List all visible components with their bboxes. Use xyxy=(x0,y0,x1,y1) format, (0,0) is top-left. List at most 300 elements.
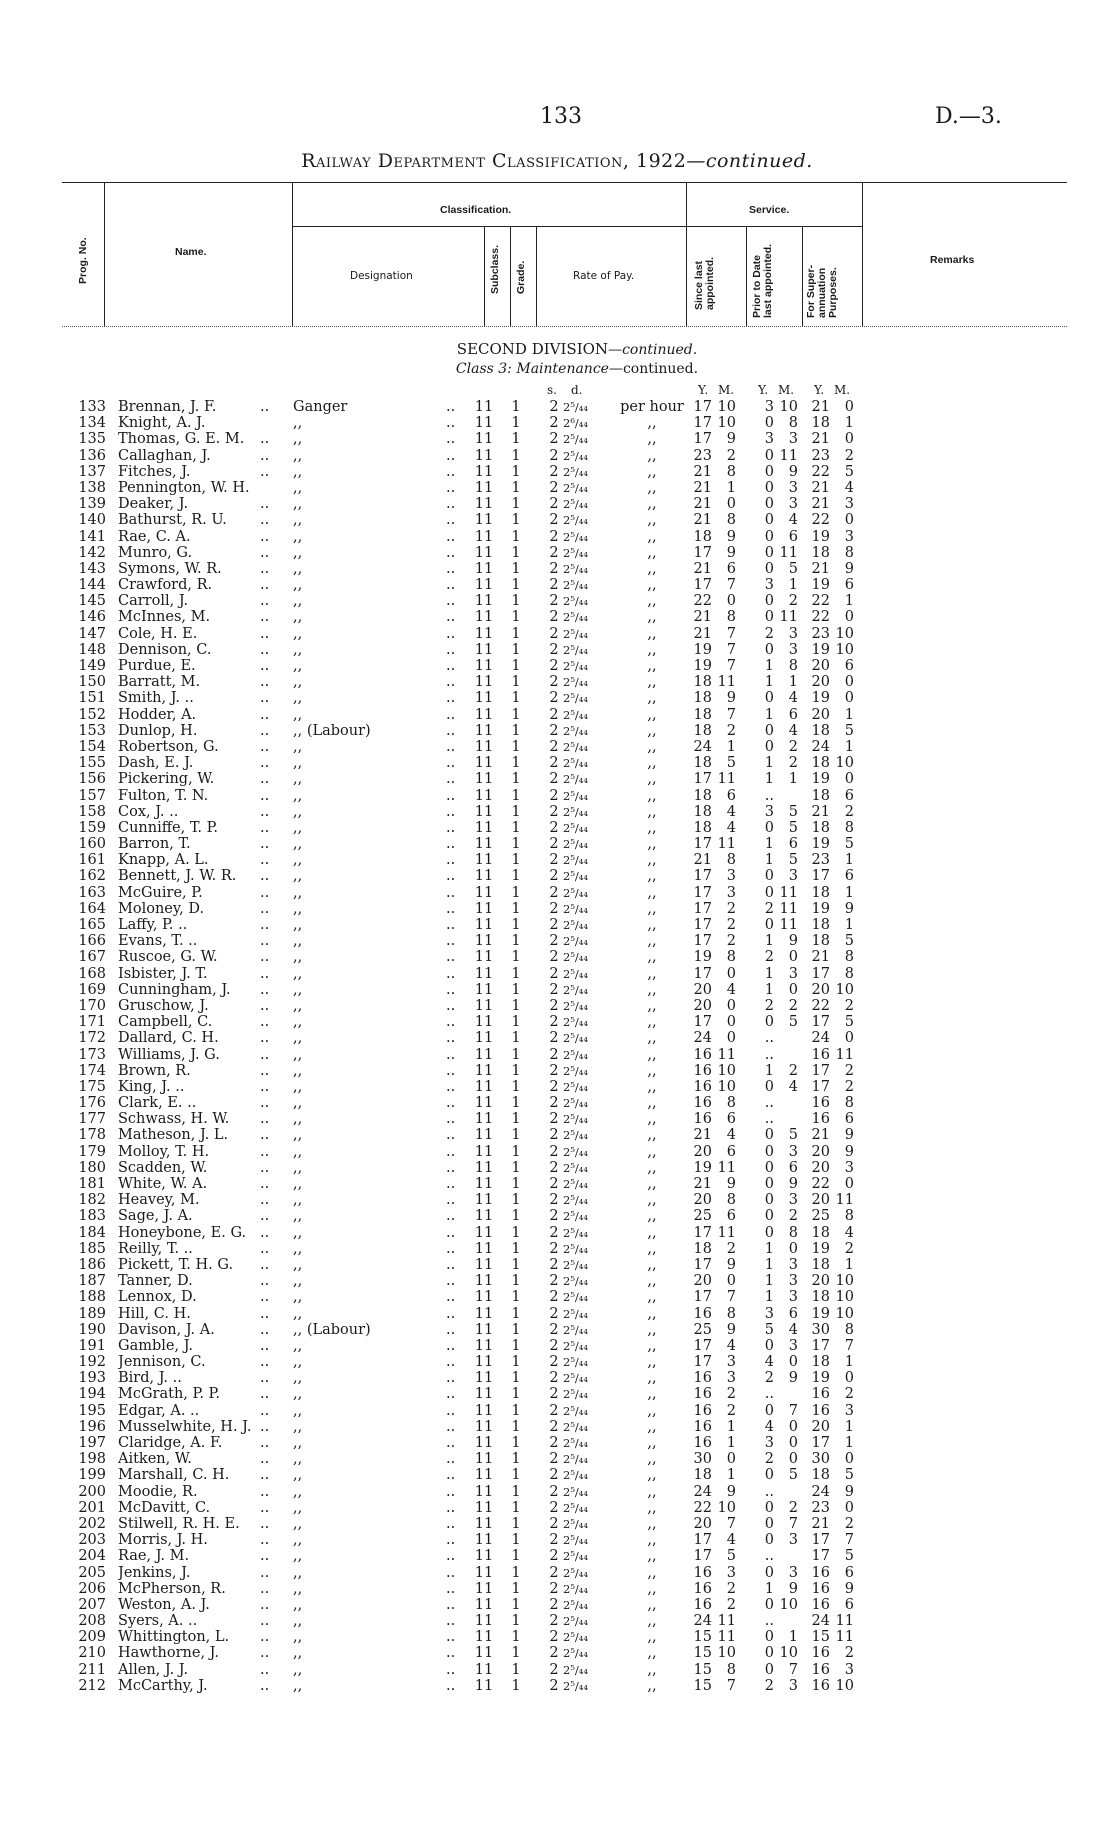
designation: ,, xyxy=(293,771,303,788)
super-months: 2 xyxy=(844,1515,854,1532)
grade: 1 xyxy=(511,1256,521,1273)
prog-no: 197 xyxy=(78,1435,106,1451)
rate-pence: 2⁵/₄₄ xyxy=(563,1144,589,1159)
designation: ,, xyxy=(293,544,303,561)
since-months: 8 xyxy=(726,463,736,480)
designation: ,, xyxy=(293,658,303,674)
prog-no: 137 xyxy=(78,463,106,480)
since-months: 6 xyxy=(726,1111,736,1128)
grade: 1 xyxy=(511,1305,521,1322)
rate-shillings: 2 xyxy=(549,431,559,448)
super-months: 9 xyxy=(844,1127,854,1144)
rate-pence: 2⁵/₄₄ xyxy=(563,1355,589,1370)
rate-unit: ,, xyxy=(647,609,657,626)
prior-months: 0 xyxy=(788,981,798,998)
prior-months: 3 xyxy=(788,625,798,642)
designation: ,, xyxy=(293,593,303,610)
subclass: 11 xyxy=(474,1596,494,1613)
employee-name: Whittington, L. xyxy=(118,1629,230,1646)
since-months: 9 xyxy=(726,1321,736,1338)
prior-years: 1 xyxy=(764,933,774,950)
rate-pence: 2⁵/₄₄ xyxy=(563,1338,589,1353)
designation: ,, xyxy=(293,1515,303,1532)
designation: ,, xyxy=(293,836,303,853)
prior-years: 2 xyxy=(764,625,774,642)
leader-dots: .. xyxy=(260,641,270,658)
prog-no: 177 xyxy=(78,1111,106,1128)
table-row xyxy=(0,1484,1114,1500)
grade: 1 xyxy=(511,706,521,723)
rate-unit: ,, xyxy=(647,447,657,464)
super-years: 30 xyxy=(811,1451,830,1468)
prog-no: 155 xyxy=(78,755,106,772)
leader-dots: .. xyxy=(446,1613,456,1630)
leader-dots: .. xyxy=(260,1532,270,1549)
prior-years: 0 xyxy=(764,1078,774,1095)
leader-dots: .. xyxy=(260,1402,270,1419)
leader-dots: .. xyxy=(446,512,456,529)
since-months: 1 xyxy=(726,1418,736,1435)
rate-pence: 2⁵/₄₄ xyxy=(563,675,589,690)
prog-no: 152 xyxy=(78,706,106,723)
employee-name: McGuire, P. xyxy=(118,884,203,901)
grade: 1 xyxy=(511,787,521,804)
prior-years: 1 xyxy=(764,965,774,982)
rate-pence: 2⁵/₄₄ xyxy=(563,1177,589,1191)
rate-pence: 2⁵/₄₄ xyxy=(563,626,589,641)
leader-dots: .. xyxy=(260,1370,270,1387)
leader-dots: .. xyxy=(446,1451,456,1468)
rate-unit: ,, xyxy=(647,1645,657,1662)
leader-dots: .. xyxy=(260,1596,270,1613)
prior-years: .. xyxy=(764,1613,774,1630)
subclass: 11 xyxy=(474,1337,494,1354)
employee-name: Molloy, T. H. xyxy=(118,1143,210,1160)
subclass: 11 xyxy=(474,933,494,950)
super-years: 19 xyxy=(811,1305,830,1322)
super-years: 16 xyxy=(811,1677,830,1694)
designation: ,, xyxy=(293,884,303,901)
prog-no: 208 xyxy=(78,1613,106,1630)
subclass: 11 xyxy=(474,658,494,674)
table-row xyxy=(0,1451,1114,1467)
super-months: 11 xyxy=(835,1192,854,1209)
rate-shillings: 2 xyxy=(549,1273,559,1290)
rate-unit: ,, xyxy=(647,949,657,966)
prog-no: 202 xyxy=(78,1515,106,1532)
prior-years: 2 xyxy=(764,1677,774,1694)
prog-no: 205 xyxy=(78,1564,106,1581)
rate-unit: ,, xyxy=(647,415,657,432)
rate-shillings: 2 xyxy=(549,1467,559,1484)
leader-dots: .. xyxy=(446,1208,456,1225)
grade: 1 xyxy=(511,463,521,480)
grade: 1 xyxy=(511,771,521,788)
designation: ,, xyxy=(293,641,303,658)
since-months: 3 xyxy=(726,1370,736,1387)
super-months: 7 xyxy=(844,1337,854,1354)
leader-dots: .. xyxy=(260,593,270,610)
employee-name: Schwass, H. W. xyxy=(118,1111,230,1128)
leader-dots: .. xyxy=(260,819,270,836)
since-months: 10 xyxy=(717,1078,736,1095)
since-years: 22 xyxy=(693,1499,712,1516)
prior-years: 0 xyxy=(764,479,774,496)
rate-pence: 2⁵/₄₄ xyxy=(563,1031,589,1046)
employee-name: Williams, J. G. xyxy=(118,1046,220,1063)
employee-name: Hill, C. H. xyxy=(118,1305,191,1322)
rate-shillings: 2 xyxy=(549,1143,559,1160)
leader-dots: .. xyxy=(446,1176,456,1192)
leader-dots: .. xyxy=(260,852,270,869)
prog-no: 200 xyxy=(78,1483,106,1500)
rate-shillings: 2 xyxy=(549,1159,559,1176)
leader-dots: .. xyxy=(260,690,270,707)
prior-months: 10 xyxy=(779,1596,798,1613)
since-years: 16 xyxy=(693,1596,712,1613)
leader-dots: .. xyxy=(446,917,456,933)
leader-dots: .. xyxy=(446,868,456,885)
leader-dots: .. xyxy=(446,803,456,820)
subclass: 11 xyxy=(474,1240,494,1257)
rate-shillings: 2 xyxy=(549,560,559,577)
header-rate-of-pay: Rate of Pay. xyxy=(573,270,635,282)
rate-shillings: 2 xyxy=(549,415,559,432)
since-years: 21 xyxy=(693,852,712,869)
super-years: 18 xyxy=(811,917,830,933)
super-months: 6 xyxy=(844,658,854,674)
leader-dots: .. xyxy=(446,415,456,432)
rate-unit: ,, xyxy=(647,1273,657,1290)
grade: 1 xyxy=(511,1176,521,1192)
grade: 1 xyxy=(511,431,521,448)
table-row xyxy=(0,480,1114,496)
prog-no: 147 xyxy=(78,625,106,642)
subclass: 11 xyxy=(474,674,494,691)
employee-name: Morris, J. H. xyxy=(118,1532,208,1549)
designation: ,, xyxy=(293,997,303,1014)
prior-years: 1 xyxy=(764,836,774,853)
designation: Ganger xyxy=(293,399,348,415)
since-years: 17 xyxy=(693,1289,712,1306)
designation: ,, xyxy=(293,1337,303,1354)
rate-unit: ,, xyxy=(647,1548,657,1565)
super-months: 1 xyxy=(844,706,854,723)
employee-name: Carroll, J. xyxy=(118,593,189,610)
prog-no: 161 xyxy=(78,852,106,869)
header-subclass: Subclass. xyxy=(489,244,501,294)
grade: 1 xyxy=(511,1224,521,1241)
designation: ,, xyxy=(293,415,303,432)
prior-months: 0 xyxy=(788,1451,798,1468)
designation: ,, xyxy=(293,1629,303,1646)
employee-name: Symons, W. R. xyxy=(118,560,222,577)
employee-name: Bennett, J. W. R. xyxy=(118,868,237,885)
leader-dots: .. xyxy=(260,884,270,901)
rate-pence: 2⁵/₄₄ xyxy=(563,1128,589,1143)
rate-shillings: 2 xyxy=(549,1337,559,1354)
header-designation: Designation xyxy=(350,270,413,282)
designation: ,, xyxy=(293,674,303,691)
grade: 1 xyxy=(511,1596,521,1613)
super-months: 10 xyxy=(835,755,854,772)
leader-dots: .. xyxy=(446,560,456,577)
unit-years-3: Y. xyxy=(814,383,825,397)
prior-years: .. xyxy=(764,1046,774,1063)
super-years: 20 xyxy=(811,706,830,723)
leader-dots: .. xyxy=(446,1127,456,1144)
prog-no: 183 xyxy=(78,1208,106,1225)
since-years: 18 xyxy=(693,706,712,723)
rate-pence: 2⁵/₄₄ xyxy=(563,432,589,447)
super-months: 0 xyxy=(844,1499,854,1516)
super-months: 0 xyxy=(844,1451,854,1468)
rate-shillings: 2 xyxy=(549,1208,559,1225)
prior-years: 3 xyxy=(764,1305,774,1322)
rate-pence: 2⁵/₄₄ xyxy=(563,594,589,609)
leader-dots: .. xyxy=(446,1435,456,1451)
super-years: 21 xyxy=(811,1127,830,1144)
prog-no: 212 xyxy=(78,1677,106,1694)
header-divider-prior xyxy=(746,226,747,326)
leader-dots: .. xyxy=(446,463,456,480)
grade: 1 xyxy=(511,496,521,513)
table-row xyxy=(0,593,1114,609)
rate-shillings: 2 xyxy=(549,836,559,853)
rate-unit: ,, xyxy=(647,1532,657,1549)
prior-years: 1 xyxy=(764,1273,774,1290)
super-years: 16 xyxy=(811,1111,830,1128)
prior-years: 0 xyxy=(764,868,774,885)
section-title xyxy=(0,340,1114,358)
super-months: 9 xyxy=(844,560,854,577)
rate-shillings: 2 xyxy=(549,609,559,626)
since-years: 18 xyxy=(693,819,712,836)
rate-unit: ,, xyxy=(647,1629,657,1646)
grade: 1 xyxy=(511,1030,521,1047)
prog-no: 204 xyxy=(78,1548,106,1565)
super-years: 18 xyxy=(811,1354,830,1371)
super-months: 2 xyxy=(844,1078,854,1095)
since-years: 25 xyxy=(693,1208,712,1225)
prog-no: 191 xyxy=(78,1337,106,1354)
prior-years: 3 xyxy=(764,803,774,820)
leader-dots: .. xyxy=(446,641,456,658)
since-months: 11 xyxy=(717,1159,736,1176)
since-years: 24 xyxy=(693,1483,712,1500)
since-months: 8 xyxy=(726,852,736,869)
since-years: 23 xyxy=(693,447,712,464)
rate-shillings: 2 xyxy=(549,1580,559,1597)
rate-shillings: 2 xyxy=(549,1564,559,1581)
leader-dots: .. xyxy=(260,965,270,982)
rate-shillings: 2 xyxy=(549,1192,559,1209)
prior-months: 5 xyxy=(788,560,798,577)
table-row xyxy=(0,1338,1114,1354)
rate-pence: 2⁵/₄₄ xyxy=(563,578,589,593)
super-months: 8 xyxy=(844,544,854,561)
prior-months: 7 xyxy=(788,1515,798,1532)
since-years: 17 xyxy=(693,965,712,982)
leader-dots: .. xyxy=(446,981,456,998)
rate-shillings: 2 xyxy=(549,706,559,723)
super-months: 5 xyxy=(844,1014,854,1031)
document-code: D.—3. xyxy=(935,104,1002,129)
rate-unit: ,, xyxy=(647,1143,657,1160)
prior-months: 3 xyxy=(788,479,798,496)
super-years: 19 xyxy=(811,690,830,707)
designation: ,, xyxy=(293,819,303,836)
designation: ,, xyxy=(293,1435,303,1451)
super-months: 8 xyxy=(844,819,854,836)
rate-unit: ,, xyxy=(647,625,657,642)
leader-dots: .. xyxy=(260,512,270,529)
prog-no: 178 xyxy=(78,1127,106,1144)
prior-months: 11 xyxy=(779,884,798,901)
leader-dots: .. xyxy=(446,544,456,561)
rate-unit: ,, xyxy=(647,1613,657,1630)
rate-shillings: 2 xyxy=(549,479,559,496)
prior-years: 0 xyxy=(764,1645,774,1662)
leader-dots: .. xyxy=(446,1014,456,1031)
rate-unit: ,, xyxy=(647,512,657,529)
since-months: 7 xyxy=(726,577,736,594)
grade: 1 xyxy=(511,836,521,853)
since-months: 0 xyxy=(726,1273,736,1290)
designation: ,, xyxy=(293,479,303,496)
rate-shillings: 2 xyxy=(549,1499,559,1516)
prior-months: 2 xyxy=(788,738,798,755)
grade: 1 xyxy=(511,1273,521,1290)
rate-pence: 2⁵/₄₄ xyxy=(563,1403,589,1418)
header-divider-service xyxy=(686,182,687,326)
since-years: 20 xyxy=(693,1143,712,1160)
rate-shillings: 2 xyxy=(549,674,559,691)
rate-unit: ,, xyxy=(647,787,657,804)
leader-dots: .. xyxy=(446,625,456,642)
prior-months: 0 xyxy=(788,1240,798,1257)
super-months: 1 xyxy=(844,1354,854,1371)
subclass: 11 xyxy=(474,1159,494,1176)
prior-months: 11 xyxy=(779,447,798,464)
designation: ,, xyxy=(293,1613,303,1630)
designation: ,, xyxy=(293,690,303,707)
table-row xyxy=(0,1386,1114,1402)
prog-no: 196 xyxy=(78,1418,106,1435)
grade: 1 xyxy=(511,1337,521,1354)
since-years: 16 xyxy=(693,1062,712,1079)
leader-dots: .. xyxy=(260,1289,270,1306)
since-years: 17 xyxy=(693,431,712,448)
leader-dots: .. xyxy=(260,1224,270,1241)
table-row xyxy=(0,512,1114,528)
prior-months: 5 xyxy=(788,803,798,820)
section-division-continued: —continued. xyxy=(608,342,698,358)
header-service: Service. xyxy=(749,204,790,216)
prior-months: 4 xyxy=(788,1321,798,1338)
since-years: 18 xyxy=(693,803,712,820)
prog-no: 181 xyxy=(78,1176,106,1192)
employee-name: Brown, R. xyxy=(118,1062,191,1079)
leader-dots: .. xyxy=(260,1256,270,1273)
table-row xyxy=(0,771,1114,787)
rate-unit: ,, xyxy=(647,836,657,853)
prior-years: 1 xyxy=(764,1580,774,1597)
table-row xyxy=(0,1645,1114,1661)
subclass: 11 xyxy=(474,625,494,642)
designation: ,, xyxy=(293,965,303,982)
rate-shillings: 2 xyxy=(549,1046,559,1063)
leader-dots: .. xyxy=(446,447,456,464)
since-months: 5 xyxy=(726,1548,736,1565)
since-years: 17 xyxy=(693,1337,712,1354)
staff-table-body xyxy=(0,399,1114,1694)
rate-shillings: 2 xyxy=(549,1127,559,1144)
leader-dots: .. xyxy=(446,1159,456,1176)
employee-name: Reilly, T. .. xyxy=(118,1240,193,1257)
rate-unit: ,, xyxy=(647,1192,657,1209)
rate-pence: 2⁵/₄₄ xyxy=(563,820,589,835)
rate-pence: 2⁵/₄₄ xyxy=(563,1387,589,1402)
leader-dots: .. xyxy=(260,981,270,998)
since-months: 9 xyxy=(726,1483,736,1500)
prog-no: 206 xyxy=(78,1580,106,1597)
subclass: 11 xyxy=(474,544,494,561)
rate-unit: ,, xyxy=(647,560,657,577)
rate-unit: ,, xyxy=(647,1402,657,1419)
since-months: 6 xyxy=(726,1143,736,1160)
rate-pence: 2⁵/₄₄ xyxy=(563,934,589,949)
grade: 1 xyxy=(511,1289,521,1306)
leader-dots: .. xyxy=(446,1111,456,1128)
grade: 1 xyxy=(511,1564,521,1581)
prog-no: 210 xyxy=(78,1645,106,1662)
super-months: 6 xyxy=(844,1111,854,1128)
grade: 1 xyxy=(511,884,521,901)
prior-years: .. xyxy=(764,1095,774,1112)
table-row xyxy=(0,1322,1114,1338)
grade: 1 xyxy=(511,1014,521,1031)
rate-unit: ,, xyxy=(647,658,657,674)
prog-no: 146 xyxy=(78,609,106,626)
rate-unit: ,, xyxy=(647,706,657,723)
super-years: 21 xyxy=(811,1515,830,1532)
table-row xyxy=(0,609,1114,625)
designation: ,, xyxy=(293,706,303,723)
rate-pence: 2⁵/₄₄ xyxy=(563,901,589,916)
rate-shillings: 2 xyxy=(549,1111,559,1128)
leader-dots: .. xyxy=(446,1499,456,1516)
class-name: Maintenance xyxy=(516,361,609,377)
leader-dots: .. xyxy=(446,884,456,901)
super-years: 21 xyxy=(811,479,830,496)
since-years: 24 xyxy=(693,1030,712,1047)
since-months: 10 xyxy=(717,1499,736,1516)
leader-dots: .. xyxy=(446,997,456,1014)
employee-name: Jennison, C. xyxy=(118,1354,206,1371)
grade: 1 xyxy=(511,1354,521,1371)
super-months: 2 xyxy=(844,1386,854,1403)
rate-pence: 2⁵/₄₄ xyxy=(563,918,589,932)
rate-pence: 2⁵/₄₄ xyxy=(563,1500,589,1515)
super-years: 21 xyxy=(811,560,830,577)
prior-years: 1 xyxy=(764,771,774,788)
subclass: 11 xyxy=(474,690,494,707)
page-number: 133 xyxy=(540,104,582,129)
prog-no: 133 xyxy=(78,399,106,415)
since-months: 3 xyxy=(726,1564,736,1581)
rate-unit: ,, xyxy=(647,1095,657,1112)
